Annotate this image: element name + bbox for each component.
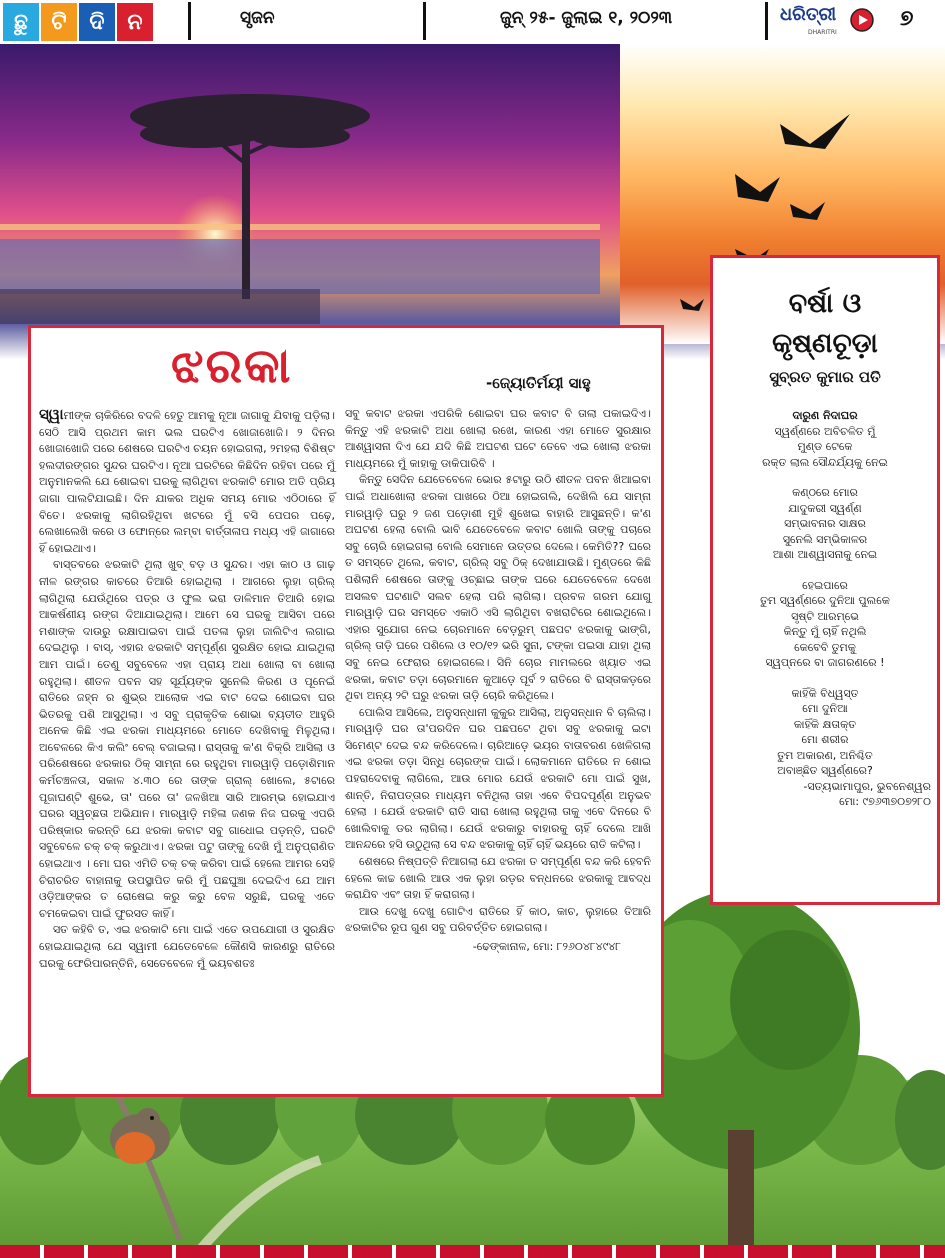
poem-stanza: ଦାରୁଣ ନିଦାଘର ସ୍ୱର୍ଣ୍ଣରେ ଅବିଚଳିତ ମୁଁ ମୁଣ୍ଡ ଟେକେ ରକ୍ତ ଲାଲ ସୌନ୍ଦର୍ଯ୍ୟକୁ ନେଇ xyxy=(762,409,888,469)
poem-title: ବର୍ଷା ଓ କୃଷ୍ଣଚୂଡ଼ା xyxy=(772,288,878,359)
logo-tile: ଦି xyxy=(79,3,115,41)
paragraph: ପୋଲିସ ଆସିଲେ, ଅନୁସନ୍ଧାନୀ କୁକୁର ଆସିଲା, ଅନୁସନ୍ଧାନ ବି ଚାଲିଲା। ମାରୱାଡ଼ି ଘର ତା'ପରଦିନ ଘର ପଛପଟେ ଥିବା ସବୁ ଝରକାକୁ ଇଟା ସିମେଣ୍ଟ ଦେଇ ବନ୍ଦ କରିଦେଲେ। ଚାରିଆଡ଼େ ଭୟର ବାତାବରଣ ଖେଳିଗଲା ଏଇ ଝରକା ତଡ଼ା ସିନ୍ଧି ଚୋରଙ୍କ ପାଇଁ। ଲୋକମାନେ ରାତିରେ ନ ଶୋଇ ପହରାଦେବାକୁ ଲାଗିଲେ, ଆଉ ମୋର ଯେଉଁ ଝରକାଟି ମୋ ପାଇଁ ସୁଖ, ଶାନ୍ତି, ନିରାପତ୍ତାର ମାଧ୍ୟମ ବନିଥିଲା ତାହା ଏବେ ବିପଦପୂର୍ଣ୍ଣ ଅନୁଭବ ହେଲା । ଯେଉଁ ଝରକାଟି ରାତି ସାରା ଖୋଲା ରହୁଥିଲା ତାକୁ ଏବେ ଦିନରେ ବି ଖୋଲିବାକୁ ଡର ଲାଗିଲା। ଯେଉଁ ଝରକାରୁ ବାହାରକୁ ଚାହିଁ ଦେଲେ ଆଖି ଆନନ୍ଦରେ ହସି ଉଠୁଥିଲା ସେ ବନ୍ଦ ଝରକାକୁ ଚାହିଁ ଚାହିଁ ଭୟରେ ରାତି କଟିଲା। xyxy=(345,705,651,852)
paragraph: ସତ କହିବି ତ, ଏଇ ଝରକାଟି ମୋ ପାଇଁ ଏତେ ଉପଯୋଗୀ ଓ ସୁରକ୍ଷିତ ହୋଇଯାଇଥିଲା ଯେ ସ୍ୱାମୀ ଯେତେବେଳେ କୌଣସି କାରଣରୁ ରାତିରେ ଘରକୁ ଫେରିପାରନ୍ତିନି, ସେତେବେଳେ ମୁଁ ଭୟବଶତଃ xyxy=(39,923,335,970)
paragraph: ବାସ୍ତବରେ ଝରକାଟି ଥିଲା ଖୁବ୍ ବଡ଼ ଓ ସୁନ୍ଦର। ଏହା କାଠ ଓ ଗାଢ଼ ନୀଳ ରଙ୍ଗର କାଚରେ ତିଆରି ହୋଇଥିଲା । ଆଗରେ ଲୁହା ଗ୍ରିଲ୍ ଲାଗିଥିଲା ଯେଉଁଥିରେ ପତ୍ର ଓ ଫୁଲ ଭରା ଡାଳିମାନ ତିଆରି ହୋଇ ଆକର୍ଷଣୀୟ ରଙ୍ଗ ଦିଆଯାଇଥିଲା। ଆମେ ସେ ଘରକୁ ଆସିବା ପରେ ମଶାଙ୍କ ଦାଉରୁ ରକ୍ଷାପାଇବା ପାଇଁ ପତଳା ଲୁହା ଜାଲିଟିଏ ଲଗାଇ ଦେଇଥିଲୁ । ବାସ୍, ଏହାର ଝରକାଟି ସମ୍ପୂର୍ଣ୍ଣ ସୁରକ୍ଷିତ ହୋଇ ଯାଇଥିଲା ଆମ ପାଇଁ। ତେଣୁ ସବୁବେଳେ ଏହା ପ୍ରାୟ ଅଧା ଖୋଲା ବା ଖୋଲା ରହୁଥିଲା। ଶୀତଳ ପବନ ସହ ସୂର୍ଯ୍ୟଙ୍କ ସୁନେଲି କିରଣ ଓ ପୂନେଇଁ ରାତିରେ ଜହ୍ନ ର ଶୁଭ୍ର ଆଲୋକ ଏଇ ବାଟ ଦେଇ ଶୋଇବା ଘର ଭିତରକୁ ପଶି ଆସୁଥିଲା। ଏ ସବୁ ପ୍ରାକୃତିକ ଶୋଭା ବ୍ୟତୀତ ଆହୁରି ଅନେକ କିଛି ଏଇ ଝରକା ମାଧ୍ୟମରେ ମୋତେ ଦେଖିବାକୁ ମିଳୁଥିଲା। ଅବେଳରେ କିଏ କଲିଂ ବେଲ୍ ବଜାଇଲା। ରାସ୍ତାକୁ କ'ଣ ବିକ୍ରି ଆସିଲା ଓ ପରିଶେଷରେ ଝରକାର ଠିକ୍ ସାମ୍ନା ରେ ରହୁଥିବା ମାରୱାଡ଼ି ପଡ଼ୋଶିମାନ କର୍ମଚଞ୍ଚଳତା, ସକାଳ ୪.୩୦ ରେ ତାଙ୍କ ଗ୍ରାଲ୍ ଖୋଲେ, ୫ଟାରେ ପୂଜାଘଣ୍ଟି ଶୁଭେ, ତା' ପରେ ତା' ଜଳଖିଆ ସାରି ଆରମ୍ଭ ହୋଇଯାଏ ଘରର ସ୍ୱଚ୍ଛତା ଅଭିଯାନ। ମାରୱାଡ଼ି ମହିଳା ଜଣକ ନିଜ ଘରକୁ ଏପରି ପରିଷ୍କାର କରନ୍ତି ଯେ ଝରକା କବାଟ ସବୁ ଗାଧୋଇ ପଡ଼ନ୍ତି, ଘରଟି ସବୁବେଳେ ଚକ୍ ଚକ୍ କରୁଥାଏ। ଝରକା ପଟୁ ତାଙ୍କୁ ଦେଖି ମୁଁ ଅନୁପ୍ରାଣିତ ହୋଇଥାଏ । ମୋ ଘର ଏମିତି ଚକ୍ ଚକ୍ କରିବା ପାଇଁ ହେଲେ ଆମର ସେହି ଚିରାଚରିତ ବାହାନାକୁ ଉପସ୍ଥାପିତ କରି ମୁଁ ପଛଘୁଞ୍ଚା ଦେଇଦିଏ ଯେ ଆମ ଓଡ଼ିଆଙ୍କର ତ ରୋଷେଇ କରୁ କରୁ ବେଳ ସରୁଛି, ଘରକୁ ଏତେ ଚମକେଇବା ପାଇଁ ଫୁରସତ କାହିଁ। xyxy=(39,558,335,920)
paragraph: ଆଉ ଦେଖୁ ଦେଖୁ ଗୋଟିଏ ରାତିରେ ହିଁ କାଠ, କାଚ, ଲୁହାରେ ତିଆରି ଝରକାଟିର ରୂପ ଗୁଣ ସବୁ ପରିବର୍ତ୍ତିତ ହୋଇଗଲା। xyxy=(345,904,651,935)
story-title: ଝରକା xyxy=(171,338,293,394)
story-author: -ଜ୍ୟୋତିର୍ମୟୀ ସାହୁ xyxy=(486,374,591,392)
footer-strip xyxy=(0,1245,945,1258)
logo-tile: ନ xyxy=(117,3,153,41)
sea xyxy=(0,239,600,294)
header-divider xyxy=(188,2,191,40)
brand-logo: ଧରିତ୍ରୀ DHARITRI xyxy=(778,4,876,40)
path xyxy=(200,1160,320,1250)
poem-author: ସୁବ୍ରତ କୁମାର ପତି xyxy=(769,368,881,386)
poem-stanza: କାହିଁକି ବିଧ୍ୱସ୍ତ ମୋ ଦୁନିଆ କାହିଁକି କ୍ଷତାକ୍ତ ମୋ ଶରୀର ତୁମ ଅକାରଣ, ଅନିଶ୍ଚିତ ଅବାଞ୍ଛିତ ସ୍ୱର୍ଣ୍ଣରେ? -ସତ୍ୟଭାମାପୁର, ଭୁବନେଶ୍ୱର ମୋ: ୯୭୬୩୭୦୭୨୮୦ xyxy=(719,686,931,810)
paragraph: ସବୁ କବାଟ ଝରକା ଏପରିକି ଶୋଇବା ଘର କବାଟ ବି ତାଲା ପକାଇଦିଏ। କିନ୍ତୁ ଏହି ଝରକାଟି ଅଧା ଖୋଲା ରଖେ, କାରଣ ଏହା ମୋତେ ସୁରକ୍ଷାର ଆଶ୍ୱାସନା ଦିଏ ଯେ ଯଦି କିଛି ଅଘଟଣ ଘଟେ ତେବେ ଏଇ ଖୋଲା ଝରକା ମାଧ୍ୟମରେ ମୁଁ କାହାକୁ ଡାକିପାରିବି । xyxy=(345,407,651,470)
story-signoff: -ଢେଙ୍କାନାଳ, ମୋ: ୮୨୬୦୪୮୪୯୪୮ xyxy=(472,940,621,953)
poem-signoff-phone: ମୋ: ୯୭୬୩୭୦୭୨୮୦ xyxy=(839,795,931,808)
section-logo xyxy=(3,3,153,41)
paragraph: ଶେଷରେ ନିଷ୍ପତ୍ତି ନିଆଗଲା ଯେ ଝରକା ତ ସମ୍ପୂର୍ଣ୍ଣ ବନ୍ଦ କରି ହେବନି ହେଲେ କାଚ୍ଚ ଖୋଲି ଆଉ ଏକ ଲୁହା ରଡ଼ର ବନ୍ଧନରେ ଝରକାକୁ ଆବଦ୍ଧ କରାଯିବ ଏବଂ ତାହା ହିଁ କରାଗଲା। xyxy=(345,855,651,902)
paragraph: କିନ୍ତୁ ସେଦିନ ଯେତେବେଳେ ଭୋର ୫ଟାରୁ ଉଠି ଶୀତଳ ପବନ ଖିଆଇବା ପାଇଁ ଅଧାଖୋଲା ଝରକା ପାଖରେ ଠିଆ ହୋଇଗଲି, ଦେଖିଲି ଯେ ସାମ୍ନା ମାରୱାଡ଼ି ଘରୁ ୨ ଜଣ ପଡ଼ୋଶୀ ମୁହଁ ଶୁଖେଇ ବାହାରି ଆସୁଛନ୍ତି। କ'ଣ ଅଘଟଣ ହେଲା ବୋଲି ଭାବି ଯେତେବେଳେ କବାଟ ଖୋଲି ତାଙ୍କୁ ପଚାରେ ସବୁ ଚୋରି ହୋଇଗଲା ବୋଲି ସେମାନେ ଉତ୍ତର ଦେଲେ। କେମିତି?? ଘରେ ତ ସମସ୍ତେ ଥିଲେ, କବାଟ, ଗ୍ରିଲ୍ ସବୁ ଠିକ୍ ଦେଖାଯାଉଛି। ମୁଣ୍ଡରେ କିଛି ପଶିଲାନି ଶେଷରେ ତାଙ୍କୁ ଓଚ୍ଛାଇ ତାଙ୍କ ଘରେ ଯେତେବେଳେ ଦେଖେ ଅସଲବ ଘଟଣାଟି ସଲବ ହେଲା ପରି ଲାଗିଲା। ପ୍ରବଳ ଗରମ ଯୋଗୁ ମାରୱାଡ଼ି ଘର ସମସ୍ତେ ଏକାଠି ଏସି ଲାଗିଥିବା ବଖରାଟିରେ ଶୋଇଥିଲେ। ଏହାର ସୁଯୋଗ ନେଇ ଚୋରମାନେ ବେଡ଼ରୁମ୍ ପଛପଟ ଝରକାକୁ ଭାଙ୍ଗି, ଗ୍ରିଲ୍ ତାଡ଼ି ଘରେ ପଶିଲେ ଓ ୧୦/୧୨ ଭରି ସୁନା, ଟଙ୍କା ପଇସା ଯାହା ଥିଲା ସବୁ ନେଇ ଫେରାର ହୋଇଗଲେ। ସିନି ଚୋର ମାମଲରେ ଖ୍ୟାତ ଏଇ ଝରକା, କବାଟ ତଡ଼ା ଚୋରମାନେ କୁଆଡ଼େ ପୂର୍ବ ୨ ରାତିରେ ବି ରାସ୍ତାକଡ଼ରେ ଥିବା ଅନ୍ୟ ୨ଟି ଘରୁ ଝରକା ତାଡ଼ି ଚୋରି କରିଥିଲେ। xyxy=(345,473,651,703)
section-name: ସୃଜନ xyxy=(240,8,275,28)
story-panel xyxy=(28,325,664,1097)
poem-signoff-place: -ସତ୍ୟଭାମାପୁର, ଭୁବନେଶ୍ୱର xyxy=(803,779,931,793)
header-divider xyxy=(423,2,426,40)
story-column-1 xyxy=(39,406,335,972)
page-header xyxy=(0,0,945,45)
issue-date: ଜୁନ୍ ୨୫- ଜୁଲାଇ ୧, ୨୦୨୩ xyxy=(500,8,673,28)
paragraph: ସ୍ୱାମୀଙ୍କ ଚାକିରିରେ ବଦଳି ହେତୁ ଆମକୁ ନୂଆ ଜାଗାକୁ ଯିବାକୁ ପଡ଼ିଲା। ସେଠି ଆସି ପ୍ରଥମ କାମ ଭଲ ଘରଟିଏ ଖୋଜାଖୋଜି। ୨ ଦିନର ଖୋଜାଖୋଜି ପରେ ଶେଷରେ ଘରଟିଏ ଚୟନ ହୋଇଗଲା, ୨ମହଲା ବିଶିଷ୍ଟ ହଲଦୀରଙ୍ଗର ସୁନ୍ଦର ଘରଟିଏ। ନୂଆ ଘରଟିରେ କିଛିଦିନ ରହିବା ପରେ ମୁଁ ଅନୁମାନକଲି ଯେ ଶୋଇବା ଘରକୁ ଲାଗିଥିବା ଝରକାଟି ମୋର ଅତି ପ୍ରିୟ ଜାଗା ପାଲଟିଯାଇଛି। ଦିନ ଯାକର ଅଧିକ ସମୟ ମୋର ଏଠିଠାରେ ହିଁ ବିତେ। ଝରକାକୁ ଲାଗିରହିଥିବା ଖଟରେ ମୁଁ ବସି ପେପର ପଢ଼େ, ଲେଖାଲେଖି କରେ ଓ ଫୋନ୍‌ରେ ଲମ୍ବା ବାର୍ତ୍ତାଳାପ ମଧ୍ୟ ଏହି ଜାଗାରେ ହିଁ ହୋଇଥାଏ। xyxy=(39,405,335,555)
poem-body xyxy=(719,408,931,825)
logo-tile: ଛୁ xyxy=(3,3,39,41)
play-icon xyxy=(850,8,874,32)
logo-tile: ଟି xyxy=(41,3,77,41)
poem-stanza: କଣ୍ଠରେ ମୋର ଯାଦୁକରୀ ସ୍ୱର୍ଣ୍ଣ ସମ୍ଭାବନାର ସାକ୍ଷର ସୁନେଲି ସମ୍ଭିକାଳର ଆଶା ଆଶ୍ୱାସନାକୁ ନେଇ xyxy=(772,486,878,561)
poem-panel xyxy=(710,255,940,905)
header-divider xyxy=(765,2,768,40)
page-number: ୭ xyxy=(900,6,914,31)
poem-stanza: ହେଇପାରେ ତୁମ ସ୍ୱର୍ଣ୍ଣରେ ଦୁନିଆ ପୁଲକେ ସୃଷ୍ଟି ଆରମ୍ଭେ କିନ୍ତୁ ମୁଁ ଚାହିଁ ନଥିଲି କେବେବି ତୁମକୁ ସ୍ୱପ୍ନରେ ବା ଜାଗରଣରେ ! xyxy=(760,578,890,669)
story-column-2 xyxy=(345,406,651,956)
